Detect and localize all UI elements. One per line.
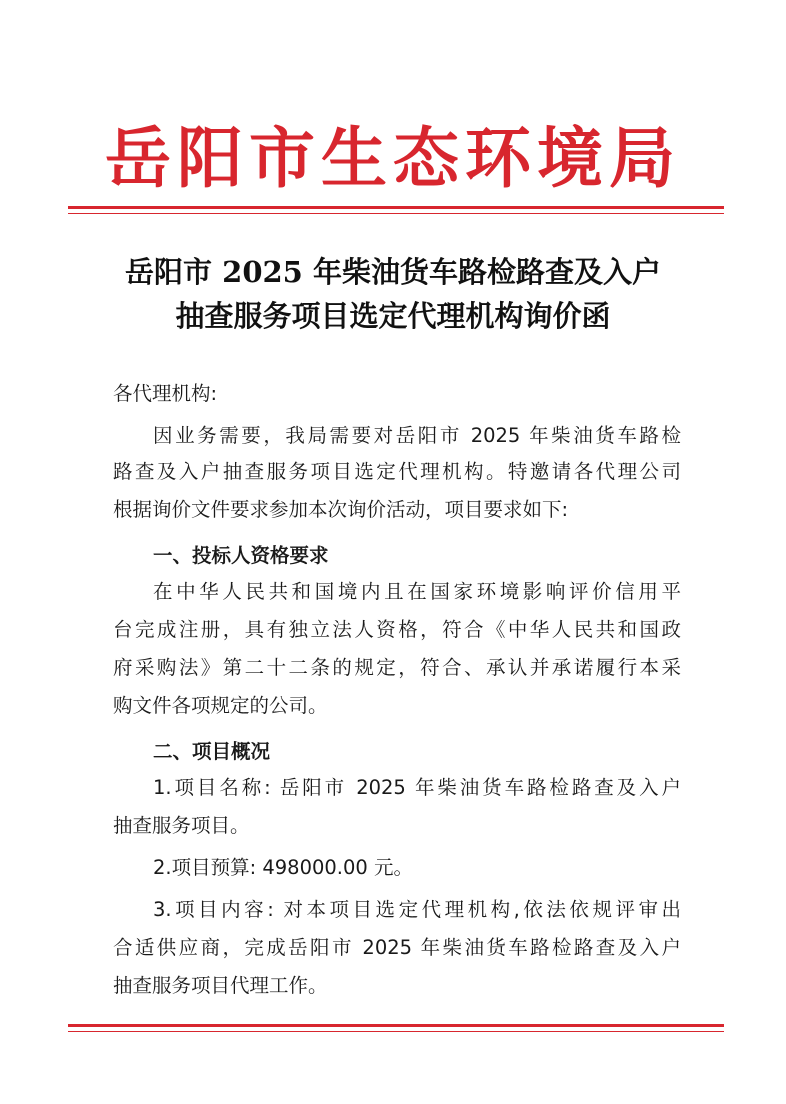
document-title-line-2: 抽查服务项目选定代理机构询价函 <box>175 299 611 333</box>
letterhead-rule-thin <box>68 213 724 214</box>
item-2: 2.项目预算: 498000.00 元。 <box>153 856 414 879</box>
letterhead-rule-thick <box>68 206 724 209</box>
section-1-line-1: 在中华人民共和国境内且在国家环境影响评价信用平 <box>153 580 681 603</box>
section-1-line-4: 购文件各项规定的公司。 <box>113 694 328 717</box>
document-title <box>60 250 726 338</box>
item-1-line-1: 1.项目名称: 岳阳市 2025 年柴油货车路检路查及入户 <box>153 776 681 799</box>
item-1-line-2: 抽查服务项目。 <box>113 814 250 837</box>
section-1-line-3: 府采购法》第二十二条的规定，符合、承认并承诺履行本采 <box>113 656 681 679</box>
footer-rule-thick <box>68 1024 724 1027</box>
section-2-heading: 二、项目概况 <box>153 740 271 763</box>
letterhead-title: 岳阳市生态环境局 <box>105 119 681 197</box>
document-title-line-1: 岳阳市 2025 年柴油货车路检路查及入户 <box>125 255 661 289</box>
item-3-line-2: 合适供应商，完成岳阳市 2025 年柴油货车路检路查及入户 <box>113 936 681 959</box>
footer-rule-thin <box>68 1031 724 1032</box>
item-3-line-3: 抽查服务项目代理工作。 <box>113 974 328 997</box>
intro-line-3: 根据询价文件要求参加本次询价活动，项目要求如下: <box>113 498 569 521</box>
intro-line-1: 因业务需要，我局需要对岳阳市 2025 年柴油货车路检 <box>153 424 681 447</box>
item-3-line-1: 3.项目内容: 对本项目选定代理机构,依法依规评审出 <box>153 898 681 921</box>
intro-line-2: 路查及入户抽查服务项目选定代理机构。特邀请各代理公司 <box>113 460 681 483</box>
salutation: 各代理机构: <box>113 382 218 405</box>
section-1-line-2: 台完成注册，具有独立法人资格，符合《中华人民共和国政 <box>113 618 681 641</box>
section-1-heading: 一、投标人资格要求 <box>153 544 329 567</box>
